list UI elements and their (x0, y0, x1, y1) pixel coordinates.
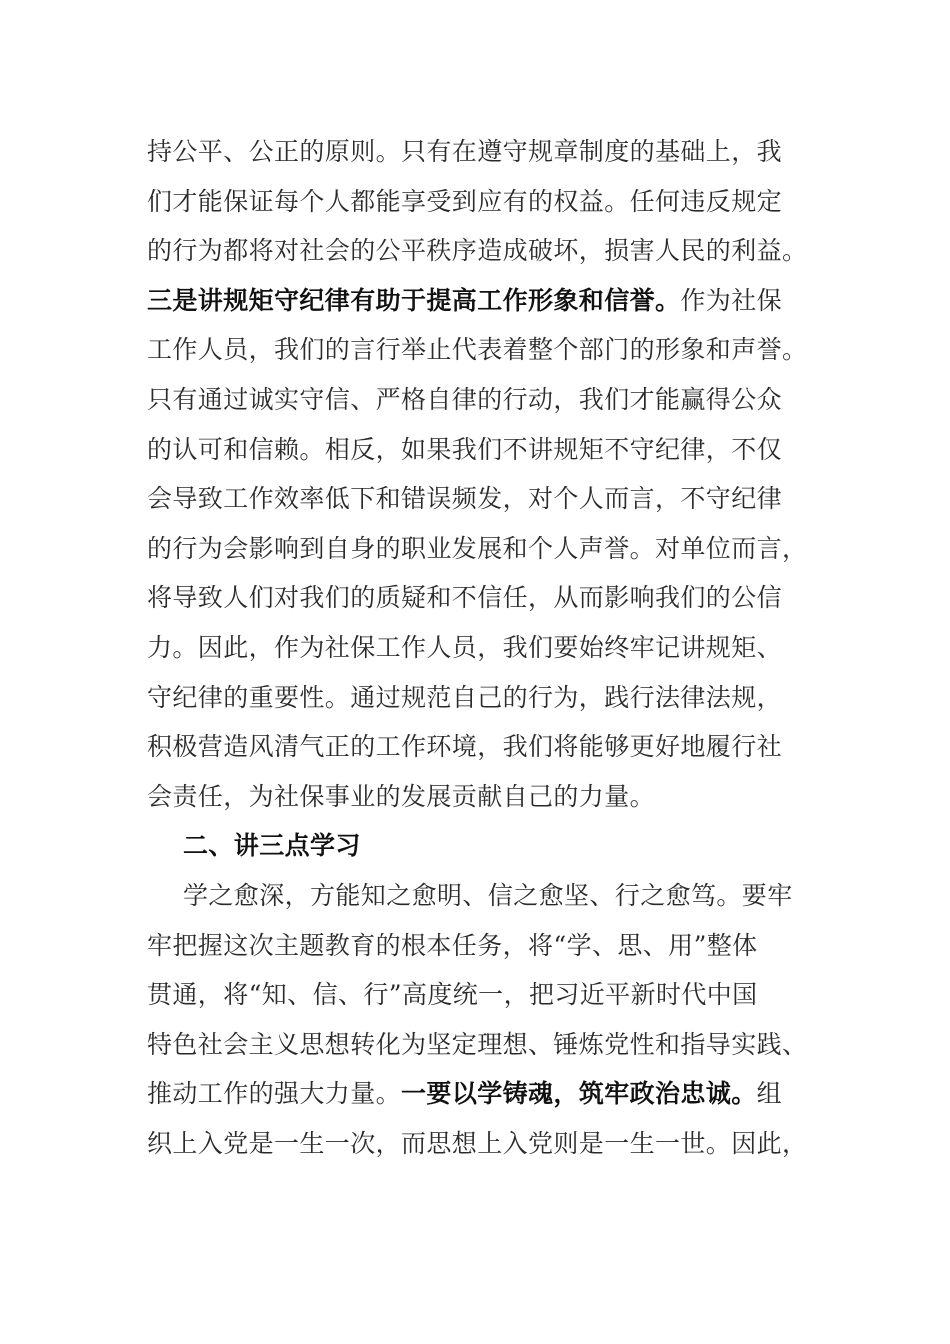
text-line (147, 772, 803, 822)
text-line (147, 524, 808, 574)
text-line (147, 474, 803, 524)
text-line (147, 623, 803, 673)
text-run: 推动工作的强大力量。 (147, 1079, 402, 1109)
text-run: 会责任，为社保事业的发展贡献自己的力量。 (147, 781, 656, 811)
text-line (147, 1069, 803, 1119)
text-run: 牢把握这次主题教育的根本任务，将“学、思、用”整体 (147, 930, 758, 960)
text-run: 只有通过诚实守信、严格自律的行动，我们才能赢得公众 (147, 384, 783, 414)
text-line (147, 425, 803, 475)
text-line (147, 276, 803, 326)
text-line (147, 375, 803, 425)
text-line (147, 226, 808, 276)
text-run: 积极营造风清气正的工作环境，我们将能够更好地履行社 (147, 732, 783, 762)
document-body (147, 127, 808, 1168)
text-run: 的认可和信赖。相反，如果我们不讲规矩不守纪律，不仅 (147, 434, 783, 464)
text-line (147, 573, 803, 623)
text-run: 贯通，将“知、信、行”高度统一，把习近平新时代中国 (147, 980, 758, 1010)
text-run: 织上入党是一生一次，而思想上入党则是一生一世。因此， (147, 1128, 808, 1158)
text-run: 作为社保 (680, 285, 783, 315)
text-line (147, 177, 803, 227)
text-run: 工作人员，我们的言行举止代表着整个部门的形象和声誉。 (147, 335, 808, 365)
text-run: 学之愈深，方能知之愈明、信之愈坚、行之愈笃。要牢 (183, 880, 793, 910)
bold-text: 二、讲三点学习 (183, 831, 361, 861)
text-run: 组 (756, 1079, 783, 1109)
text-run: 将导致人们对我们的质疑和不信任，从而影响我们的公信 (147, 583, 783, 613)
text-run: 特色社会主义思想转化为坚定理想、锤炼党性和指导实践、 (147, 1029, 808, 1059)
text-line (147, 127, 803, 177)
text-line (147, 325, 808, 375)
text-line (147, 921, 803, 971)
text-line (147, 722, 803, 772)
bold-text: 一要以学铸魂，筑牢政治忠诚。 (401, 1079, 757, 1109)
text-run: 们才能保证每个人都能享受到应有的权益。任何违反规定 (147, 186, 783, 216)
text-line (147, 1119, 808, 1169)
text-run: 力。因此，作为社保工作人员，我们要始终牢记讲规矩、 (147, 632, 783, 662)
text-line (147, 673, 803, 723)
text-run: 会导致工作效率低下和错误频发，对个人而言，不守纪律 (147, 484, 783, 514)
bold-text: 三是讲规矩守纪律有助于提高工作形象和信誉。 (147, 285, 681, 315)
text-line (147, 970, 803, 1020)
text-run: 守纪律的重要性。通过规范自己的行为，践行法律法规， (147, 682, 783, 712)
text-run: 持公平、公正的原则。只有在遵守规章制度的基础上，我 (147, 137, 783, 166)
text-run: 的行为会影响到自身的职业发展和个人声誉。对单位而言， (147, 533, 808, 563)
text-line (147, 871, 803, 921)
text-run: 的行为都将对社会的公平秩序造成破坏，损害人民的利益。 (147, 236, 808, 266)
text-line (147, 1020, 808, 1070)
section-heading (147, 821, 803, 871)
